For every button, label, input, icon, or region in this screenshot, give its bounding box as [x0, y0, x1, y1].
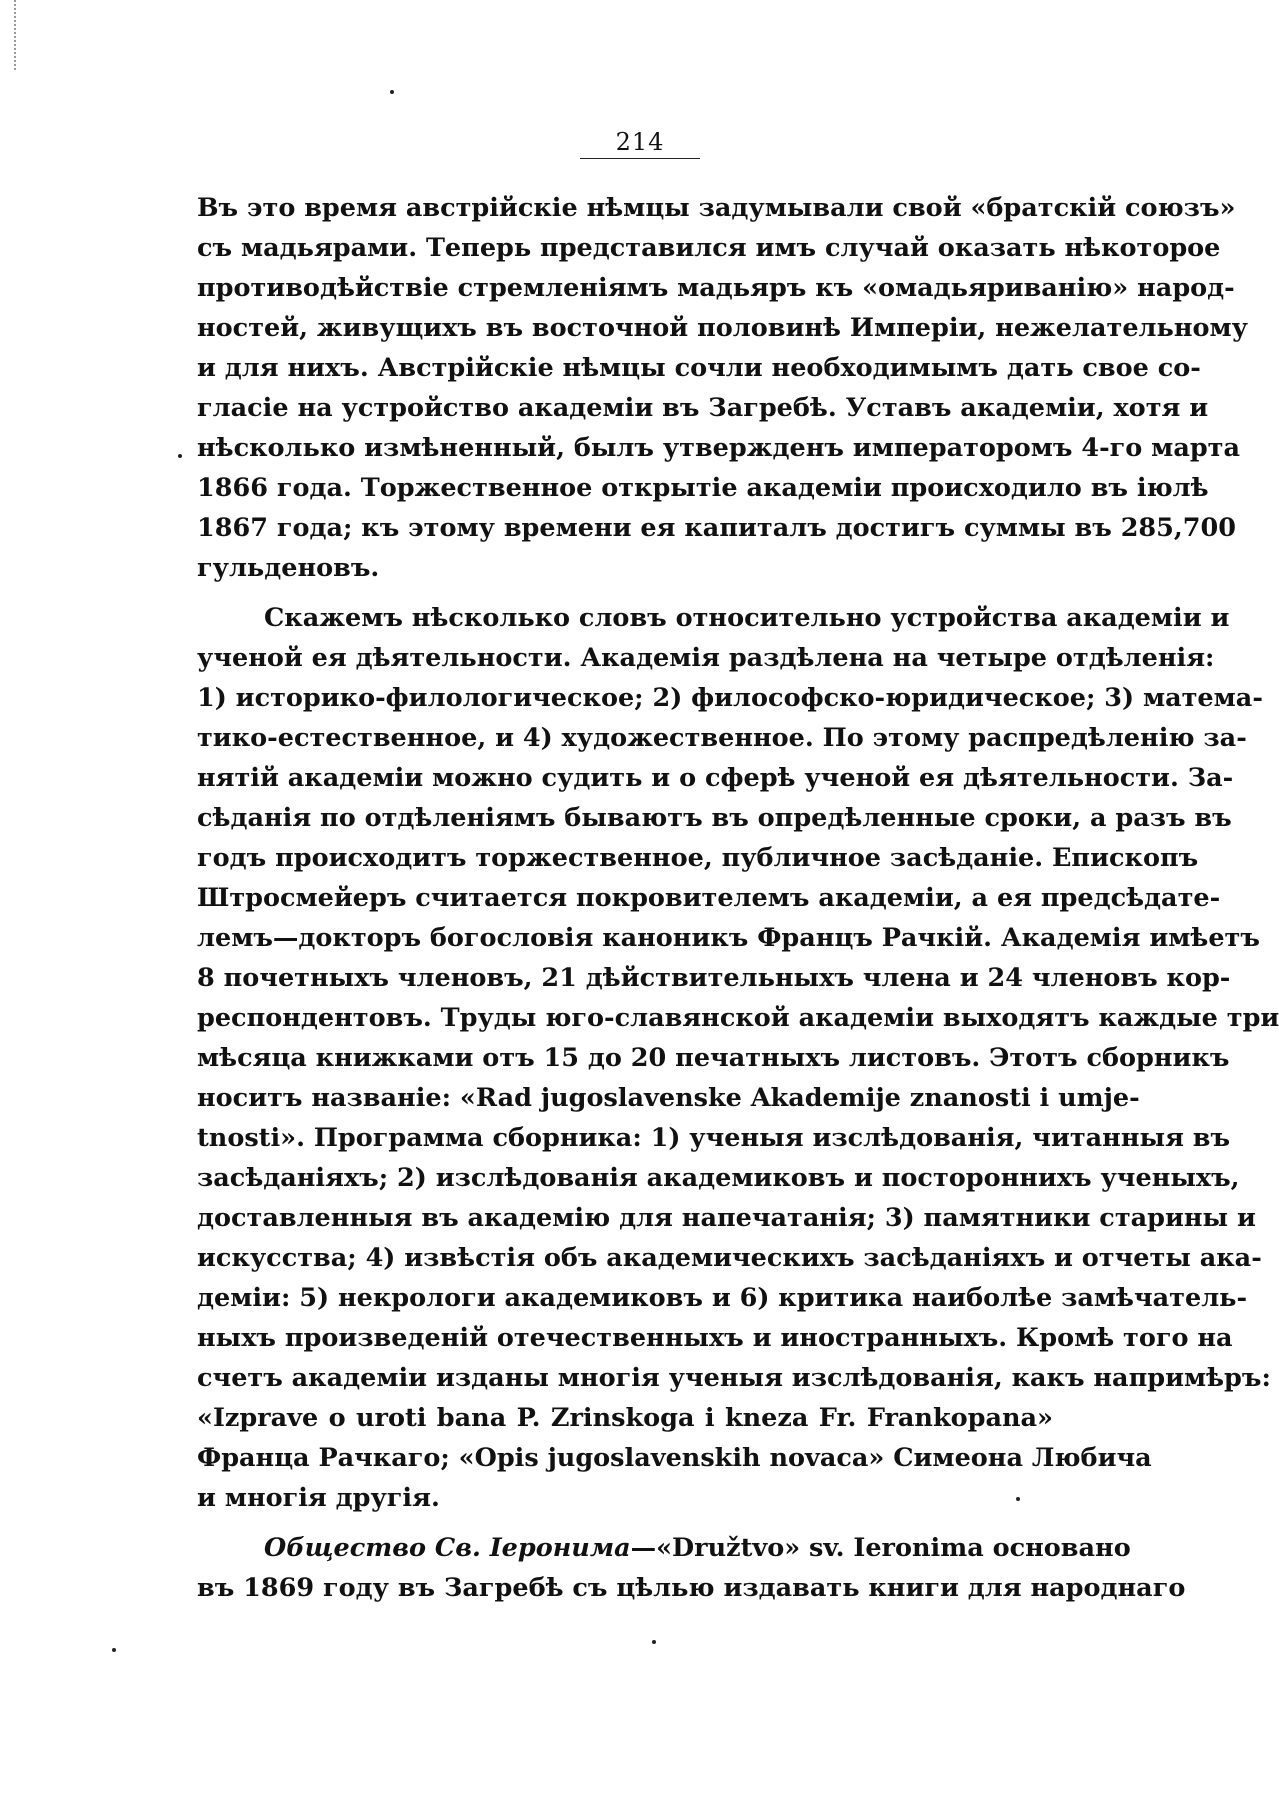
- text-line: Скажемъ нѣсколько словъ относительно устройства академіи и: [264, 603, 1230, 633]
- text-line: Франца Рачкаго; «Opis jugoslavenskih novaca» Симеона Любича: [197, 1443, 1152, 1473]
- text-line: и для нихъ. Австрійскіе нѣмцы сочли необходимымъ дать свое со-: [197, 353, 1201, 383]
- print-speck: [652, 1640, 656, 1644]
- text-line: гульденовъ.: [197, 553, 380, 583]
- text-line: ученой ея дѣятельности. Академія раздѣлена на четыре отдѣленія:: [197, 643, 1215, 673]
- text-line: носитъ названіе: «Rad jugoslavenske Akademije znanosti i umje-: [197, 1083, 1140, 1113]
- text-line: въ 1869 году въ Загребѣ съ цѣлью издавать книги для народнаго: [197, 1573, 1186, 1603]
- text-line: мѣсяца книжками отъ 15 до 20 печатныхъ листовъ. Этотъ сборникъ: [197, 1043, 1230, 1073]
- text-line: Штросмейеръ считается покровителемъ академіи, а ея предсѣдате-: [197, 883, 1221, 913]
- print-speck: [112, 1648, 116, 1652]
- text-line: гласіе на устройство академіи въ Загребѣ. Уставъ академіи, хотя и: [197, 393, 1209, 423]
- text-line: и многія другія.: [197, 1483, 440, 1513]
- text-line: ностей, живущихъ въ восточной половинѣ Имперіи, нежелательному: [197, 313, 1248, 343]
- text-line: искусства; 4) извѣстія объ академическихъ засѣданіяхъ и отчеты ака-: [197, 1243, 1262, 1273]
- society-title: Общество Св. Іеронима: [264, 1533, 631, 1563]
- society-text: —«Družtvo» sv. Ieronima основано: [630, 1533, 1131, 1563]
- text-line: сѣданія по отдѣленіямъ бываютъ въ опредѣленные сроки, а разъ въ: [197, 803, 1232, 833]
- society-paragraph-line: [264, 1528, 1131, 1568]
- text-line: 1866 года. Торжественное открытіе академіи происходило въ іюлѣ: [197, 473, 1209, 503]
- text-line: нятій академіи можно судить и о сферѣ ученой ея дѣятельности. За-: [197, 763, 1234, 793]
- text-line: счетъ академіи изданы многія ученыя изслѣдованія, какъ напримѣръ:: [197, 1363, 1271, 1393]
- text-line: лемъ—докторъ богословія каноникъ Францъ Рачкій. Академія имѣетъ: [197, 923, 1260, 953]
- text-line: годъ происходитъ торжественное, публичное засѣданіе. Епископъ: [197, 843, 1199, 873]
- page-number: 214: [580, 128, 700, 159]
- text-line: нѣсколько измѣненный, былъ утвержденъ императоромъ 4-го марта: [197, 433, 1241, 463]
- text-line: 1) историко-филологическое; 2) философско-юридическое; 3) матема-: [197, 683, 1263, 713]
- text-line: деміи: 5) некрологи академиковъ и 6) критика наиболѣе замѣчатель-: [197, 1283, 1248, 1313]
- text-line: тико-естественное, и 4) художественное. По этому распредѣленію за-: [197, 723, 1247, 753]
- text-line: 8 почетныхъ членовъ, 21 дѣйствительныхъ члена и 24 членовъ кор-: [197, 963, 1231, 993]
- text-line: доставленныя въ академію для напечатанія; 3) памятники старины и: [197, 1203, 1256, 1233]
- text-line: съ мадьярами. Теперь представился имъ случай оказать нѣкоторое: [197, 233, 1221, 263]
- print-speck: [390, 90, 394, 94]
- text-line: tnosti». Программа сборника: 1) ученыя изслѣдованія, читанныя въ: [197, 1123, 1231, 1153]
- text-line: 1867 года; къ этому времени ея капиталъ достигъ суммы въ 285,700: [197, 513, 1237, 543]
- text-line: ныхъ произведеній отечественныхъ и иностранныхъ. Кромѣ того на: [197, 1323, 1233, 1353]
- text-line: «Izprave o uroti bana P. Zrinskoga i kneza Fr. Frankopana»: [197, 1403, 1053, 1433]
- print-speck: [1016, 1497, 1020, 1501]
- text-line: Въ это время австрійскіе нѣмцы задумывали свой «братскій союзъ»: [197, 193, 1236, 223]
- text-line: респондентовъ. Труды юго-славянской академіи выходятъ каждые три: [197, 1003, 1279, 1033]
- print-speck: [178, 454, 182, 458]
- text-line: противодѣйствіе стремленіямъ мадьяръ къ «омадьяриванію» народ-: [197, 273, 1235, 303]
- text-line: засѣданіяхъ; 2) изслѣдованія академиковъ и постороннихъ ученыхъ,: [197, 1163, 1240, 1193]
